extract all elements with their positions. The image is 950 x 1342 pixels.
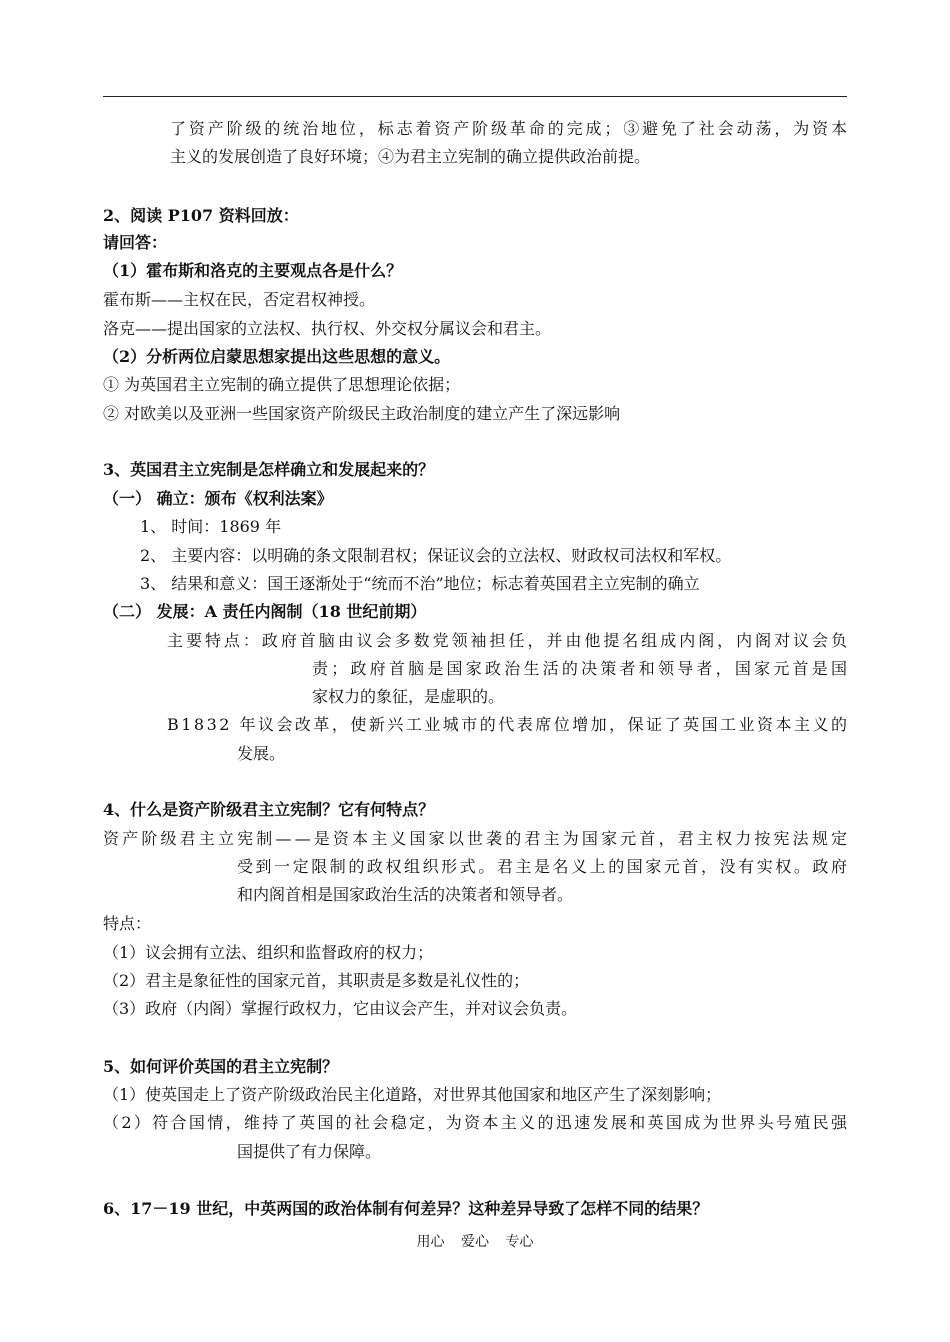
text-line: B1832 年议会改革，使新兴工业城市的代表席位增加，保证了英国工业资本主义的 (167, 715, 850, 734)
section-heading: 2、阅读 P107 资料回放： (103, 206, 299, 225)
text-line: 了资产阶级的统治地位，标志着资产阶级革命的完成；③避免了社会动荡，为资本 (170, 119, 850, 138)
section-heading: （2）分析两位启蒙思想家提出这些思想的意义。 (103, 347, 451, 366)
text-line: 资产阶级君主立宪制——是资本主义国家以世袭的君主为国家元首，君主权力按宪法规定 (103, 829, 851, 848)
text-line: 1、 时间：1869 年 (140, 517, 282, 536)
section-heading: 5、如何评价英国的君主立宪制？ (103, 1057, 339, 1076)
text-line: ① 为英国君主立宪制的确立提供了思想理论依据； (103, 375, 461, 394)
text-line: （2）符合国情，维持了英国的社会稳定，为资本主义的迅速发展和英国成为世界头号殖民强 (103, 1113, 850, 1132)
text-line: （1）议会拥有立法、组织和监督政府的权力； (103, 943, 434, 962)
header-rule (103, 96, 847, 97)
section-heading: （二） 发展：A 责任内阁制（18 世纪前期） (103, 602, 427, 621)
text-line: ② 对欧美以及亚洲一些国家资产阶级民主政治制度的建立产生了深远影响 (103, 404, 621, 423)
section-heading: 4、什么是资产阶级君主立宪制？它有何特点？ (103, 800, 435, 819)
text-line: （2）君主是象征性的国家元首，其职责是多数是礼仪性的； (103, 971, 530, 990)
text-line: 特点： (103, 914, 152, 933)
text-line: 霍布斯——主权在民，否定君权神授。 (103, 290, 376, 309)
text-line: 家权力的象征，是虚职的。 (312, 687, 505, 706)
section-heading: 6、17－19 世纪，中英两国的政治体制有何差异？这种差异导致了怎样不同的结果？ (103, 1199, 709, 1218)
text-line: 2、 主要内容：以明确的条文限制君权；保证议会的立法权、财政权司法权和军权。 (140, 546, 732, 565)
text-line: 主义的发展创造了良好环境；④为君主立宪制的确立提供政治前提。 (170, 147, 651, 166)
section-heading: 请回答： (103, 233, 168, 252)
text-line: （1）使英国走上了资产阶级政治民主化道路，对世界其他国家和地区产生了深刻影响； (103, 1085, 722, 1104)
text-line: 3、 结果和意义：国王逐渐处于“统而不治”地位；标志着英国君主立宪制的确立 (140, 574, 700, 593)
text-line: （3）政府（内阁）掌握行政权力，它由议会产生，并对议会负责。 (103, 999, 578, 1018)
text-line: 国提供了有力保障。 (237, 1142, 382, 1161)
section-heading: （一） 确立：颁布《权利法案》 (103, 489, 333, 508)
footer-word: 专心 (505, 1234, 534, 1250)
text-line: 主要特点：政府首脑由议会多数党领袖担任，并由他提名组成内阁，内阁对议会负 (167, 631, 850, 650)
text-line: 洛克——提出国家的立法权、执行权、外交权分属议会和君主。 (103, 319, 552, 338)
text-line: 发展。 (237, 744, 286, 763)
text-line: 责；政府首脑是国家政治生活的决策者和领导者，国家元首是国 (312, 659, 851, 678)
text-line: 和内阁首相是国家政治生活的决策者和领导者。 (237, 885, 574, 904)
section-heading: 3、英国君主立宪制是怎样确立和发展起来的？ (103, 460, 435, 479)
section-heading: （1）霍布斯和洛克的主要观点各是什么？ (103, 261, 403, 280)
footer-word: 用心 (416, 1234, 445, 1250)
footer-word: 爱心 (461, 1234, 489, 1250)
text-line: 受到一定限制的政权组织形式。君主是名义上的国家元首，没有实权。政府 (237, 857, 850, 876)
page-footer (0, 1232, 950, 1252)
